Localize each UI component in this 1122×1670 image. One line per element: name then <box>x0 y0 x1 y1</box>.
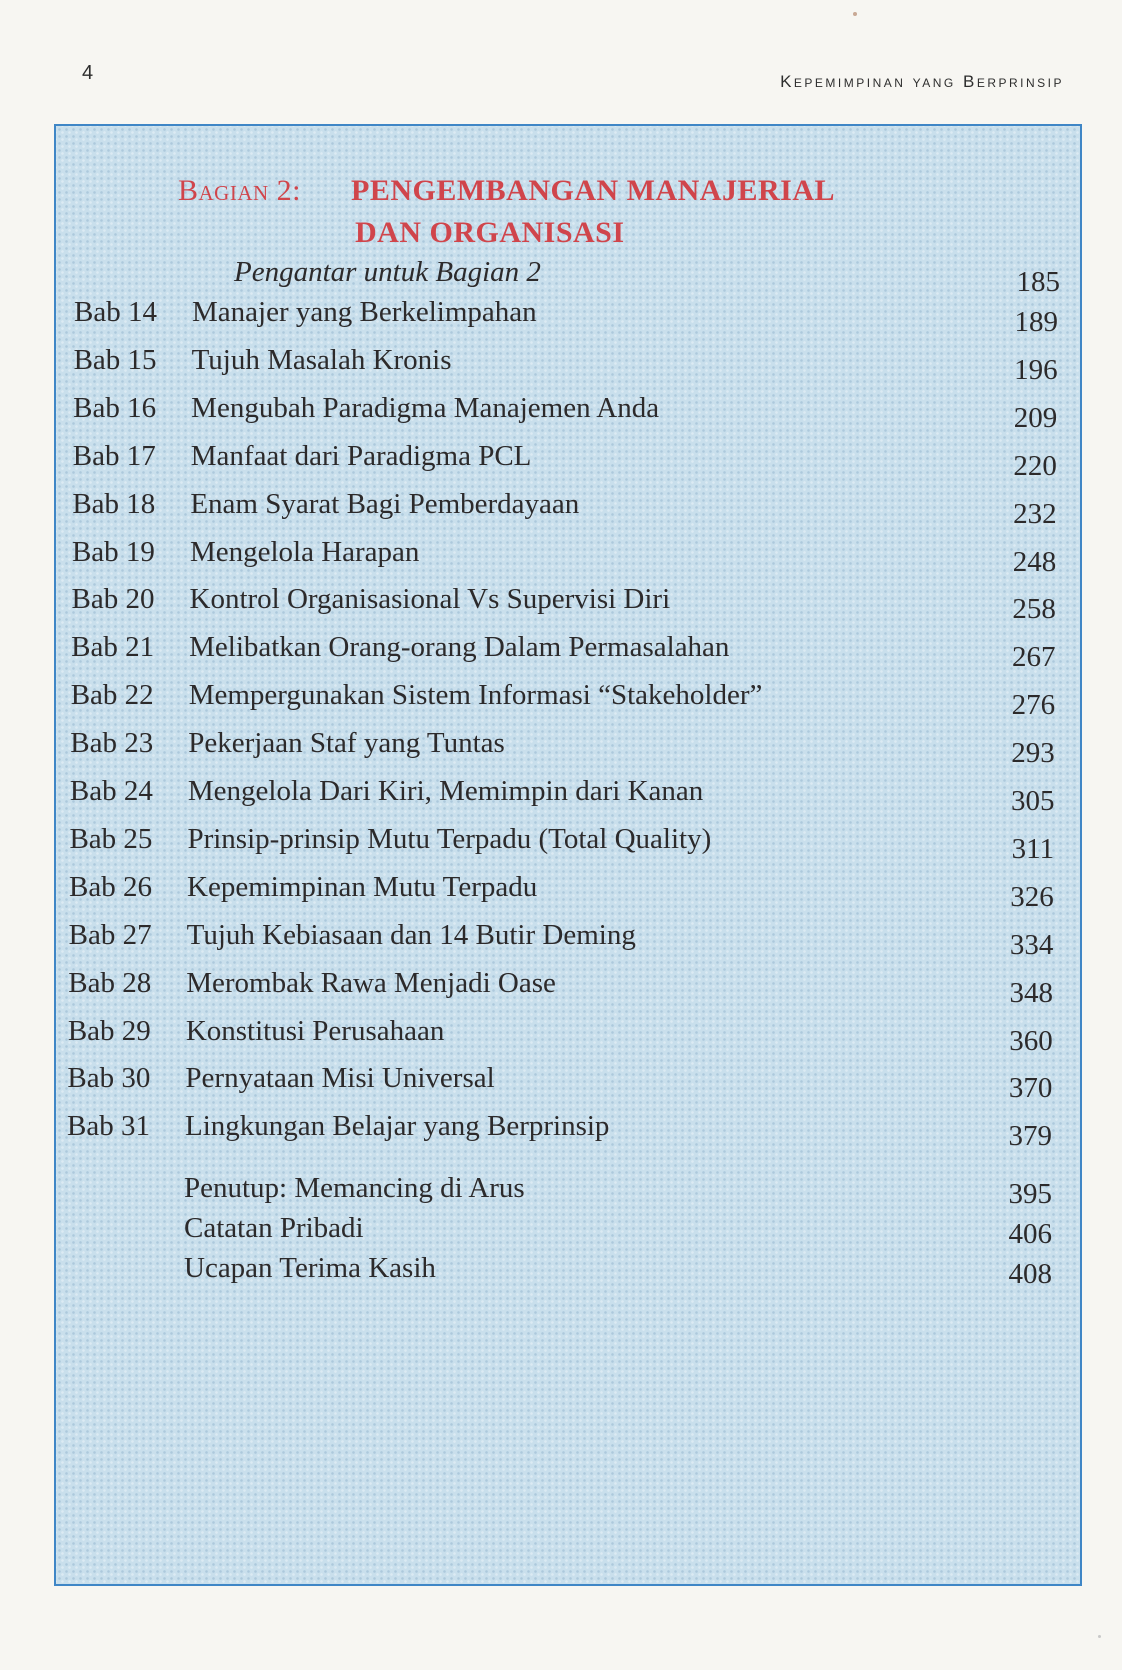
chapter-page: 267 <box>1012 641 1056 674</box>
chapter-title: Kepemimpinan Mutu Terpadu <box>187 870 538 903</box>
toc-entry <box>71 679 1055 727</box>
toc-entry <box>73 440 1057 488</box>
chapter-title: Enam Syarat Bagi Pemberdayaan <box>190 487 580 520</box>
back-matter-entry <box>184 1172 1052 1210</box>
chapter-page: 232 <box>1013 497 1057 530</box>
toc-entry <box>74 296 1058 344</box>
back-matter-page: 395 <box>1008 1178 1052 1210</box>
part-title-line1: PENGEMBANGAN MANAJERIAL <box>351 174 835 207</box>
chapter-number: Bab 18 <box>72 487 156 520</box>
paper-speck <box>1098 1635 1101 1638</box>
chapter-number: Bab 28 <box>68 966 152 999</box>
chapter-title: Tujuh Masalah Kronis <box>191 343 452 376</box>
toc-entry <box>72 488 1056 536</box>
chapter-title: Kontrol Organisasional Vs Supervisi Diri <box>189 583 671 616</box>
chapter-title: Konstitusi Perusahaan <box>185 1014 445 1047</box>
chapter-number: Bab 21 <box>71 631 155 664</box>
chapter-page: 379 <box>1008 1120 1052 1153</box>
chapter-title: Merombak Rawa Menjadi Oase <box>186 966 556 999</box>
chapter-page: 334 <box>1009 928 1054 961</box>
chapter-page: 196 <box>1014 353 1058 386</box>
toc-entry <box>67 1110 1052 1158</box>
chapter-number: Bab 22 <box>70 679 154 712</box>
toc-entry <box>68 1015 1053 1063</box>
chapter-title: Pernyataan Misi Universal <box>185 1062 495 1095</box>
chapter-title: Tujuh Kebiasaan dan 14 Butir Deming <box>186 918 636 951</box>
chapter-title: Manfaat dari Paradigma PCL <box>190 439 532 472</box>
chapter-title: Lingkungan Belajar yang Berprinsip <box>185 1110 610 1143</box>
intro-page: 185 <box>1016 266 1060 298</box>
intro-title: Pengantar untuk Bagian 2 <box>234 256 541 288</box>
chapter-page: 276 <box>1011 689 1056 722</box>
part-heading <box>178 170 835 254</box>
back-matter-title: Catatan Pribadi <box>184 1212 364 1244</box>
chapter-title: Mengelola Harapan <box>189 535 420 568</box>
chapter-number: Bab 15 <box>73 343 157 376</box>
intro-entry <box>234 256 1060 298</box>
running-header: Kepemimpinan yang Berprinsip <box>780 72 1064 91</box>
toc-entry <box>72 536 1056 584</box>
toc-entry <box>74 344 1058 392</box>
chapter-number: Bab 19 <box>71 535 155 568</box>
chapter-title: Melibatkan Orang-orang Dalam Permasalahan <box>189 631 730 664</box>
chapter-page: 348 <box>1009 976 1054 1009</box>
chapter-number: Bab 30 <box>67 1062 151 1095</box>
back-matter-title: Ucapan Terima Kasih <box>184 1252 436 1284</box>
chapter-number: Bab 24 <box>69 775 153 807</box>
part-label: Bagian 2: <box>178 174 301 207</box>
back-matter-entry <box>184 1252 1052 1290</box>
chapter-page: 326 <box>1010 880 1054 913</box>
chapter-number: Bab 14 <box>74 296 157 328</box>
chapter-number: Bab 16 <box>73 391 157 424</box>
toc-entry <box>73 392 1057 440</box>
toc-entry <box>71 631 1055 679</box>
chapter-number: Bab 27 <box>68 918 152 951</box>
chapter-number: Bab 20 <box>71 583 155 616</box>
chapter-page: 305 <box>1010 785 1055 817</box>
chapter-title: Manajer yang Berkelimpahan <box>192 296 537 328</box>
chapter-title: Mengelola Dari Kiri, Memimpin dari Kanan <box>187 775 704 807</box>
back-matter-page: 406 <box>1008 1218 1052 1250</box>
chapter-number: Bab 29 <box>67 1014 151 1047</box>
chapter-page: 220 <box>1013 449 1057 482</box>
chapter-number: Bab 31 <box>67 1110 150 1143</box>
back-matter-page: 408 <box>1008 1258 1052 1290</box>
toc-entry <box>68 967 1053 1015</box>
back-matter-entry <box>184 1212 1052 1250</box>
toc-entry <box>69 871 1054 919</box>
chapter-page: 360 <box>1009 1024 1053 1057</box>
toc-entry <box>69 823 1054 871</box>
toc-entry <box>69 919 1054 967</box>
chapter-title: Pekerjaan Staf yang Tuntas <box>188 727 505 760</box>
chapter-page: 248 <box>1012 545 1057 578</box>
toc-entry <box>72 583 1056 631</box>
chapter-title: Mempergunakan Sistem Informasi “Stakeholder” <box>188 679 763 712</box>
page-number: 4 <box>82 62 94 84</box>
chapter-title: Prinsip-prinsip Mutu Terpadu (Total Quality) <box>187 822 712 855</box>
part-title-line2: DAN ORGANISASI <box>355 216 625 249</box>
chapter-number: Bab 23 <box>70 727 154 760</box>
chapter-number: Bab 26 <box>69 870 153 903</box>
toc-entry <box>70 775 1055 823</box>
chapter-page: 293 <box>1011 737 1055 770</box>
chapter-title: Mengubah Paradigma Manajemen Anda <box>191 391 660 424</box>
toc-entry <box>67 1062 1052 1110</box>
paper-speck <box>853 12 857 16</box>
chapter-page: 258 <box>1012 593 1056 626</box>
toc-entry <box>70 727 1055 775</box>
chapter-page: 209 <box>1013 401 1058 434</box>
chapter-number: Bab 17 <box>72 439 156 472</box>
chapter-number: Bab 25 <box>69 822 153 855</box>
chapter-page: 311 <box>1011 832 1055 865</box>
chapter-page: 370 <box>1008 1072 1053 1105</box>
back-matter-title: Penutup: Memancing di Arus <box>184 1172 525 1204</box>
chapter-page: 189 <box>1014 306 1058 338</box>
